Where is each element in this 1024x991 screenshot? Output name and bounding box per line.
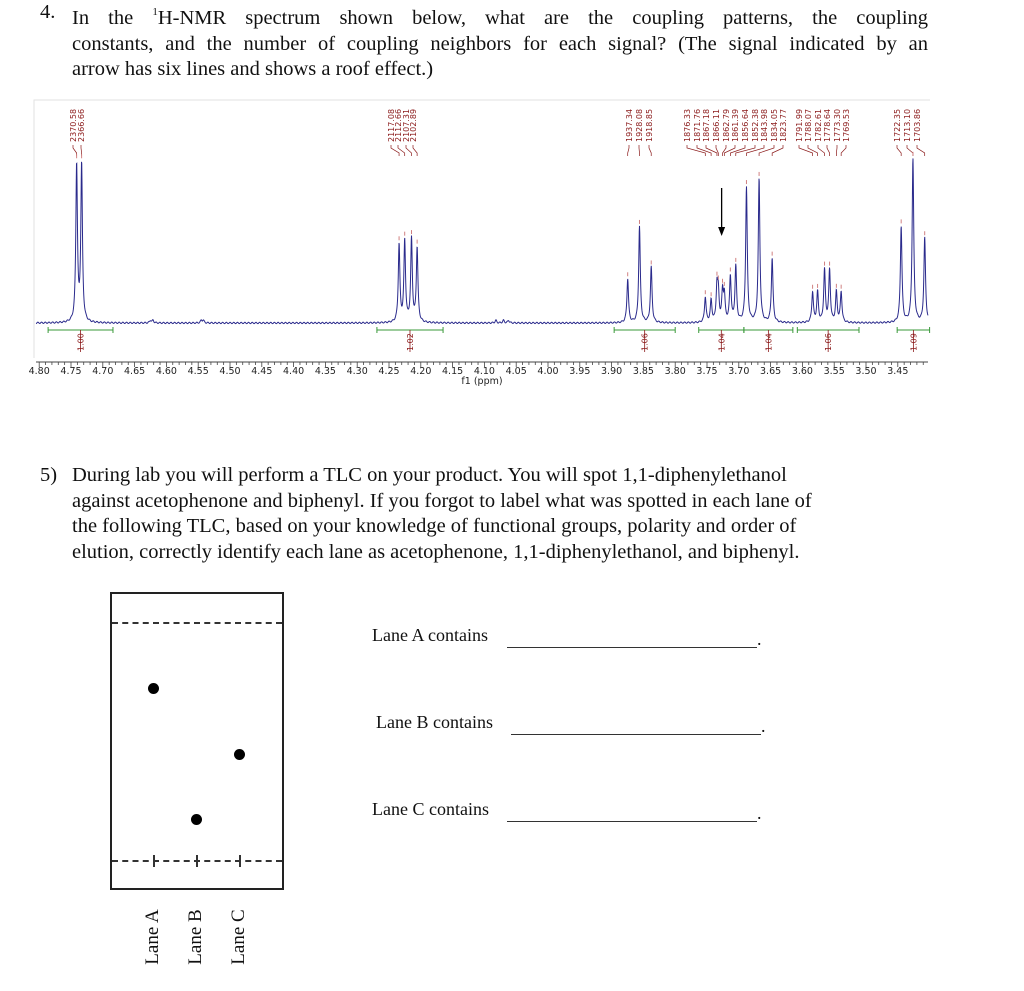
x-tick-label: 4.70	[92, 366, 114, 377]
peak-label-connector	[73, 145, 77, 156]
peak-label: 1918.85	[645, 108, 654, 142]
lane-c-answer-blank[interactable]	[507, 821, 757, 822]
question-5-text	[72, 463, 812, 565]
peak-label: 1778.64	[823, 108, 832, 142]
x-tick-label: 4.05	[505, 366, 527, 377]
integral-value: 1.06	[640, 333, 650, 351]
question-5-line-2: against acetophenone and biphenyl. If you forgot to label what was spotted in each lane of	[72, 489, 812, 512]
peak-label: 1788.07	[804, 108, 813, 142]
integral-value: 1.02	[405, 333, 415, 351]
peak-label: 2370.58	[69, 108, 78, 142]
peak-label-connector	[628, 145, 629, 156]
question-5-line-4: elution, correctly identify each lane as acetophenone, 1,1-diphenylethanol, and biphenyl.	[72, 540, 800, 563]
peak-label: 1782.61	[814, 108, 823, 142]
integral-value: 1.09	[909, 333, 919, 351]
arrow-head-icon	[718, 227, 725, 236]
lane-a-label: Lane A	[142, 909, 163, 965]
peak-label-connector	[687, 145, 705, 156]
x-tick-label: 4.15	[442, 366, 464, 377]
x-tick-label: 3.65	[760, 366, 782, 377]
integral-value: 1.06	[824, 333, 834, 351]
peak-label-connector	[413, 145, 417, 156]
peak-label-connector	[897, 145, 901, 156]
peak-label-connector	[406, 145, 412, 156]
peak-label: 2366.66	[77, 108, 86, 142]
question-5-line-3: the following TLC, based on your knowledge of functional groups, polarity and order of	[72, 515, 797, 537]
q4-superscript: 1	[152, 6, 158, 18]
x-tick-label: 4.65	[124, 366, 146, 377]
x-tick-label: 4.60	[155, 366, 177, 377]
tlc-plate	[110, 592, 284, 890]
peak-label: 1791.99	[795, 108, 804, 142]
lane-c-origin-mark	[239, 855, 241, 867]
peak-label: 1871.76	[693, 108, 702, 142]
peak-label: 2112.66	[394, 108, 403, 142]
peak-label-connector	[649, 145, 651, 156]
question-5-number: 5)	[40, 464, 58, 486]
question-4-text	[72, 0, 928, 83]
peak-label: 1823.77	[779, 108, 788, 142]
lane-a-period: .	[757, 629, 762, 649]
x-tick-label: 4.25	[378, 366, 400, 377]
q4-text-pre: In the	[72, 7, 134, 29]
peak-label: 2107.31	[402, 108, 411, 142]
question-4-line-1	[72, 0, 928, 32]
peak-label-connector	[841, 145, 846, 156]
x-tick-label: 3.70	[728, 366, 750, 377]
lane-a-answer-blank[interactable]	[507, 647, 757, 648]
question-4-line-3: arrow has six lines and shows a roof effect.)	[72, 58, 434, 80]
x-tick-label: 3.95	[569, 366, 591, 377]
x-tick-label: 4.80	[28, 366, 50, 377]
peak-label-connector	[836, 145, 837, 156]
peak-label: 1928.08	[635, 108, 644, 142]
peak-label: 1867.18	[702, 108, 711, 142]
lane-a-spot	[148, 683, 159, 694]
lane-c-period: .	[757, 803, 762, 823]
lane-c-label: Lane C	[228, 909, 249, 965]
lane-c-prompt: Lane C contains	[372, 799, 489, 819]
peak-label: 2117.08	[387, 108, 396, 142]
lane-b-answer-blank[interactable]	[511, 734, 761, 735]
peak-label-connector	[799, 145, 813, 156]
peak-label: 1852.38	[751, 108, 760, 142]
lane-b-spot	[191, 814, 202, 825]
x-tick-label: 3.55	[823, 366, 845, 377]
x-tick-label: 4.75	[60, 366, 82, 377]
peak-label-connector	[917, 145, 925, 156]
lane-b-label: Lane B	[185, 909, 206, 965]
peak-label: 1862.79	[722, 108, 731, 142]
x-tick-label: 4.30	[346, 366, 368, 377]
lane-b-period: .	[761, 716, 766, 736]
x-tick-label: 3.50	[855, 366, 877, 377]
peak-label-connector	[907, 145, 913, 156]
lane-b-origin-mark	[196, 855, 198, 867]
peak-label: 1722.35	[893, 108, 902, 142]
lane-a-origin-mark	[153, 855, 155, 867]
x-tick-label: 4.35	[314, 366, 336, 377]
x-tick-label: 4.50	[219, 366, 241, 377]
x-tick-label: 4.20	[410, 366, 432, 377]
lane-c-spot	[234, 749, 245, 760]
spectrum-trace	[36, 158, 928, 323]
integral-value: 1.00	[76, 333, 86, 351]
peak-label: 2102.89	[409, 108, 418, 142]
peak-label: 1856.64	[741, 108, 750, 142]
x-tick-label: 4.10	[473, 366, 495, 377]
x-tick-label: 3.60	[791, 366, 813, 377]
question-4-number: 4.	[40, 1, 56, 23]
x-tick-label: 4.40	[283, 366, 305, 377]
peak-label: 1843.98	[760, 108, 769, 142]
peak-label-connector	[730, 145, 745, 156]
peak-label: 1861.39	[731, 108, 740, 142]
x-tick-label: 4.55	[187, 366, 209, 377]
x-tick-label: 3.75	[696, 366, 718, 377]
peak-label: 1937.34	[625, 108, 634, 142]
peak-label-connector	[759, 145, 774, 156]
integral-value: 1.04	[717, 333, 727, 351]
peak-label: 1703.86	[913, 108, 922, 142]
peak-label-connector	[697, 145, 711, 156]
peak-label-connector	[706, 145, 717, 156]
integral-value: 1.04	[764, 333, 774, 351]
lane-b-prompt: Lane B contains	[376, 712, 493, 732]
lane-a-prompt: Lane A contains	[372, 625, 488, 645]
peak-label: 1876.33	[683, 108, 692, 142]
peak-label: 1769.53	[842, 108, 851, 142]
peak-label-connector	[818, 145, 825, 156]
q4-text-post: H-NMR spectrum shown below, what are the coupling patterns, the coupling	[157, 7, 929, 29]
question-4-line-2: constants, and the number of coupling neighbors for each signal? (The signal indicated by an	[72, 32, 928, 55]
x-axis	[29, 362, 928, 387]
peak-label: 1713.10	[903, 108, 912, 142]
x-axis-title: f1 (ppm)	[461, 376, 503, 387]
x-tick-label: 3.80	[664, 366, 686, 377]
peak-label-connector	[827, 145, 830, 156]
peak-label: 1834.05	[770, 108, 779, 142]
question-5-line-1: During lab you will perform a TLC on your product. You will spot 1,1-diphenylethanol	[72, 464, 787, 486]
solvent-front-line	[112, 622, 282, 624]
x-tick-label: 3.45	[887, 366, 909, 377]
peak-label: 1773.30	[833, 108, 842, 142]
x-tick-label: 3.90	[601, 366, 623, 377]
x-tick-label: 4.45	[251, 366, 273, 377]
nmr-spectrum	[0, 88, 1024, 408]
x-tick-label: 3.85	[632, 366, 654, 377]
x-tick-label: 4.00	[537, 366, 559, 377]
peak-label: 1866.11	[712, 108, 721, 142]
